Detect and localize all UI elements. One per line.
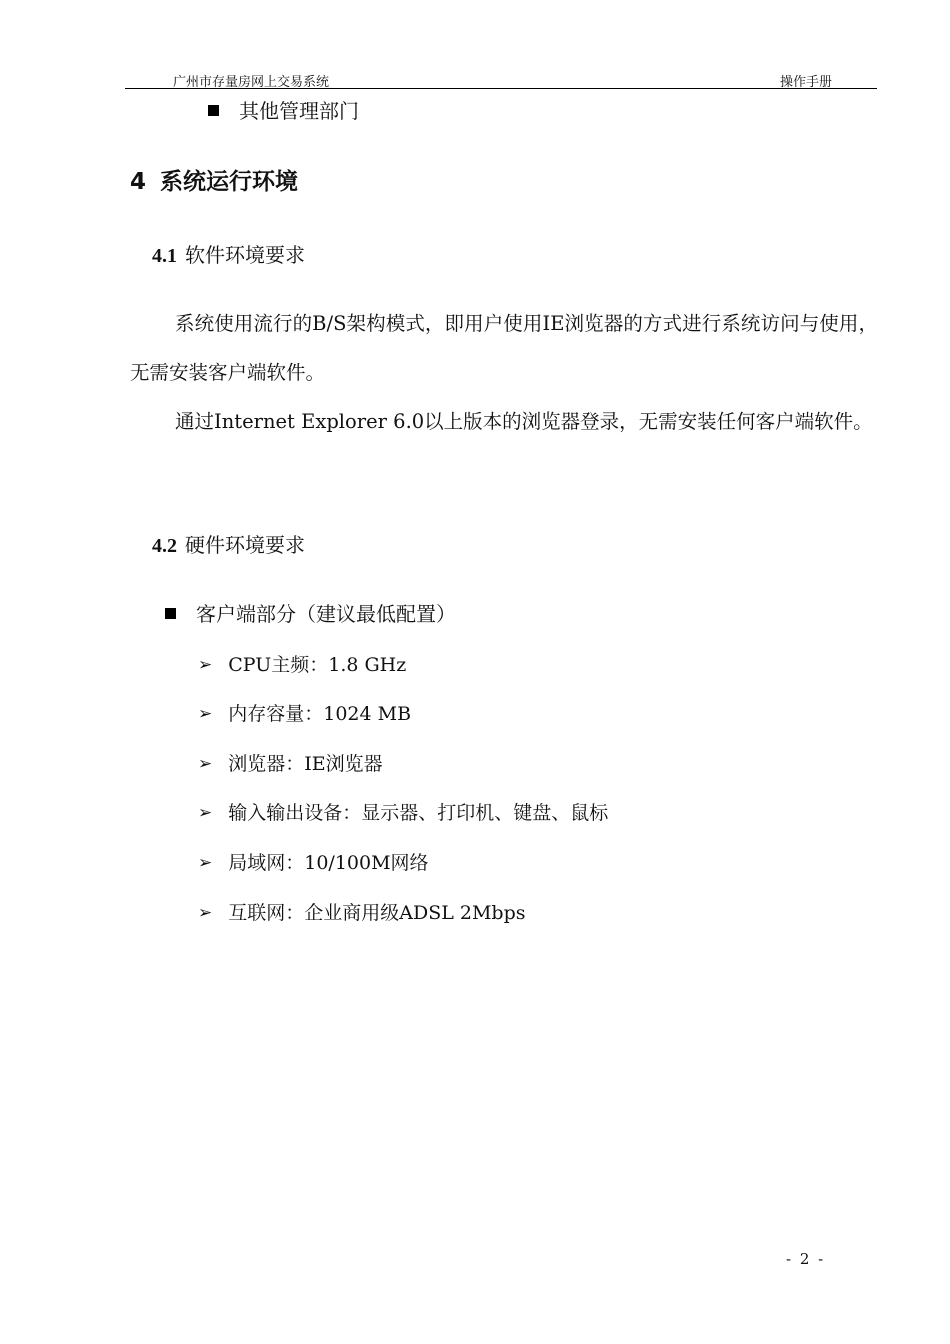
subsection-heading-software (152, 239, 305, 268)
subsection-number: 4.1 (152, 245, 177, 267)
list-item-memory (198, 699, 411, 726)
bullet-item-other-departments (208, 95, 359, 124)
section-title: 系统运行环境 (160, 169, 299, 195)
square-bullet-icon (208, 105, 219, 116)
square-bullet-icon (165, 608, 176, 619)
arrow-bullet-icon: ➢ (198, 853, 213, 873)
list-item-cpu (198, 650, 406, 677)
list-item-text: 互联网：企业商用级ADSL 2Mbps (228, 902, 526, 924)
list-item-lan (198, 848, 429, 875)
list-item-browser (198, 749, 383, 776)
list-item-text: 内存容量：1024 MB (228, 703, 412, 725)
list-item-text: 输入输出设备：显示器、打印机、键盘、鼠标 (228, 802, 609, 824)
bullet-item-label: 其他管理部门 (239, 99, 359, 123)
page-number: - 2 - (786, 1250, 826, 1268)
list-item-text: CPU主频：1.8 GHz (228, 654, 407, 676)
client-requirements-label: 客户端部分（建议最低配置） (196, 602, 456, 626)
client-requirements-heading (165, 598, 456, 627)
subsection-title: 软件环境要求 (185, 243, 305, 267)
paragraph-architecture: 系统使用流行的B/S架构模式，即用户使用IE浏览器的方式进行系统访问与使用，无需安装客户端软件。 (130, 312, 878, 384)
header-title: 广州市存量房网上交易系统 (173, 75, 330, 90)
list-item-text: 局域网：10/100M网络 (228, 852, 429, 874)
section-number: 4 (130, 169, 147, 195)
list-item-io-devices (198, 798, 608, 825)
arrow-bullet-icon: ➢ (198, 803, 213, 823)
list-item-internet (198, 898, 526, 925)
header-rule (125, 88, 877, 89)
arrow-bullet-icon: ➢ (198, 903, 213, 923)
arrow-bullet-icon: ➢ (198, 754, 213, 774)
subsection-heading-hardware (152, 529, 305, 558)
paragraph-browser: 通过Internet Explorer 6.0以上版本的浏览器登录，无需安装任何客户端软件。 (175, 410, 873, 433)
subsection-title: 硬件环境要求 (185, 533, 305, 557)
subsection-number: 4.2 (152, 535, 177, 557)
arrow-bullet-icon: ➢ (198, 655, 213, 675)
list-item-text: 浏览器：IE浏览器 (228, 753, 383, 775)
header-manual-label: 操作手册 (780, 75, 833, 90)
section-heading (130, 163, 298, 196)
arrow-bullet-icon: ➢ (198, 704, 213, 724)
